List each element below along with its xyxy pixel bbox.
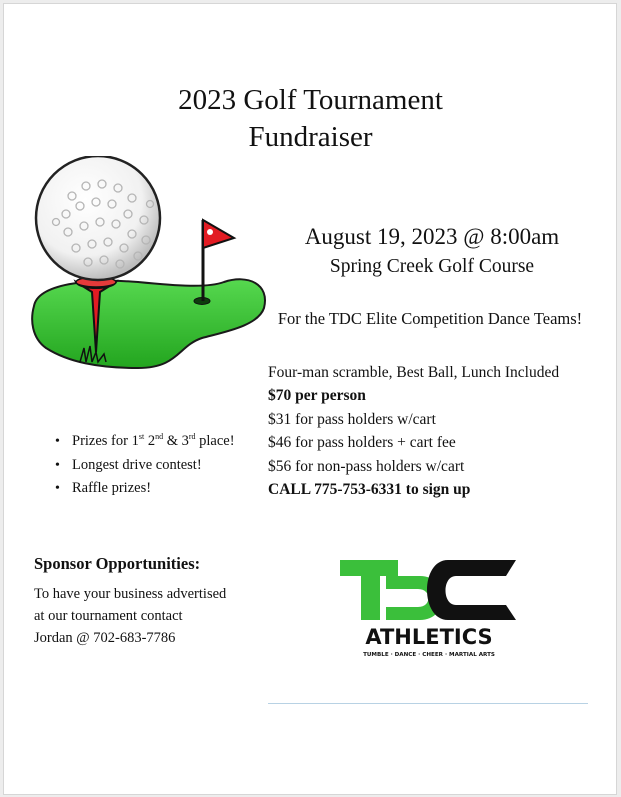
sponsor-heading: Sponsor Opportunities: <box>34 554 201 573</box>
tdc-athletics-logo <box>338 555 520 660</box>
price-non-pass-holders: $56 for non-pass holders w/cart <box>268 457 465 475</box>
list-item: • Prizes for 1st 2nd & 3rd place! <box>55 430 235 454</box>
event-date: August 19, 2023 @ 8:00am <box>304 224 560 249</box>
signup-phone: CALL 775-753-6331 to sign up <box>268 480 471 498</box>
flyer-title <box>0 82 621 156</box>
divider-line <box>268 703 588 704</box>
list-item: • Longest drive contest! <box>55 454 235 478</box>
list-item: • Raffle prizes! <box>55 477 235 501</box>
sponsor-line-1: To have your business advertised <box>34 586 227 602</box>
title-line-2: Fundraiser <box>248 121 373 153</box>
price-pass-holders-fee: $46 for pass holders + cart fee <box>268 434 456 452</box>
putting-green <box>32 279 265 368</box>
sponsor-info <box>34 583 274 649</box>
sponsor-contact: Jordan @ 702-683-7786 <box>34 630 176 646</box>
price-pass-holders-cart: $31 for pass holders w/cart <box>268 410 436 428</box>
pricing-details <box>268 361 608 501</box>
event-venue: Spring Creek Golf Course <box>329 256 535 277</box>
price-per-person: $70 per person <box>268 387 366 405</box>
prizes-list <box>55 430 235 501</box>
event-beneficiary: For the TDC Elite Competition Dance Teams! <box>277 309 583 328</box>
logo-name: ATHLETICS <box>365 625 493 649</box>
logo-tagline: TUMBLE · DANCE · CHEER · MARTIAL ARTS <box>363 652 495 658</box>
flag-icon <box>203 220 234 248</box>
title-line-1: 2023 Golf Tournament <box>178 84 443 116</box>
golf-illustration <box>28 156 278 381</box>
format-line: Four-man scramble, Best Ball, Lunch Included <box>268 364 560 381</box>
sponsor-line-2: at our tournament contact <box>34 608 183 624</box>
